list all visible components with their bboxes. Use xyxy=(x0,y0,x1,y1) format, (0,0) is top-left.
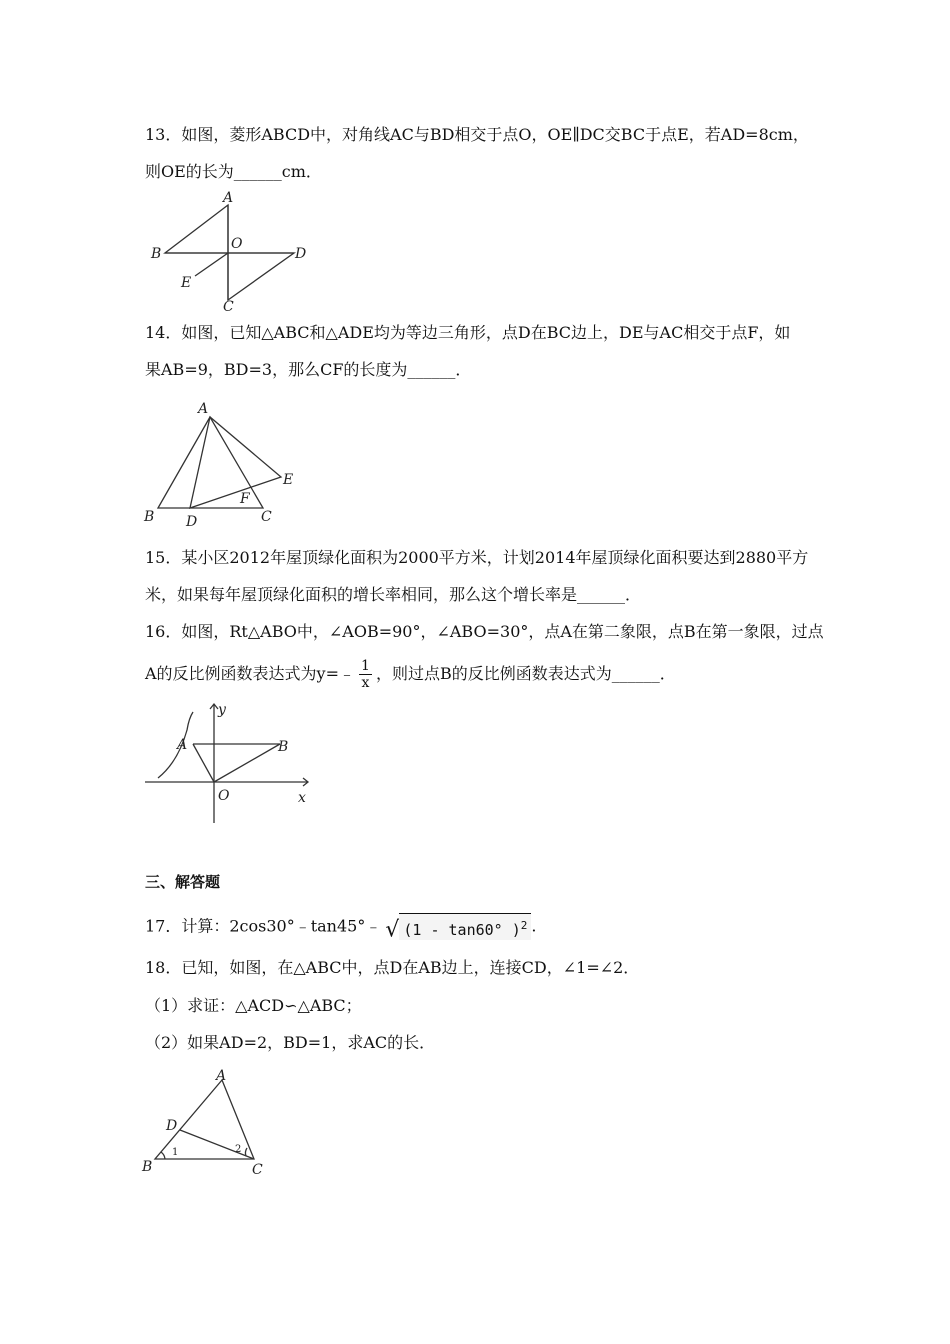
q18-label-b: B xyxy=(142,1159,153,1175)
q16-label-y: y xyxy=(218,702,226,718)
q16-line2-after: ，则过点B的反比例函数表达式为______． xyxy=(375,664,676,683)
q16-label-x: x xyxy=(298,790,306,806)
q16-fraction xyxy=(359,658,372,691)
fraction-denominator: x xyxy=(361,675,370,691)
q17-expression: 17．计算：2cos30°﹣tan45°﹣ xyxy=(145,916,382,936)
triangle-ade xyxy=(190,417,281,508)
q16-line2-before: A的反比例函数表达式为y=﹣ xyxy=(145,664,356,683)
segment-cd xyxy=(180,1130,254,1159)
q13-label-e: E xyxy=(181,275,192,291)
q16-line1: 16．如图，Rt△ABO中，∠AOB=90°，∠ABO=30°，点A在第二象限，点B在第一象限，过点 xyxy=(145,622,824,641)
q18-line2: （1）求证：△ACD∽△ABC； xyxy=(145,996,362,1015)
q17-end: . xyxy=(531,916,537,936)
segment-ao xyxy=(193,744,214,782)
q13-label-d: D xyxy=(295,246,307,262)
q13-label-a: A xyxy=(223,190,234,206)
q18-label-a: A xyxy=(216,1068,227,1084)
angle-1-arc xyxy=(161,1152,165,1159)
q18-triangle-figure xyxy=(138,1068,273,1180)
section-title: 三、解答题 xyxy=(145,873,221,891)
q13-line2: 则OE的长为______cm． xyxy=(145,162,322,181)
q16-label-a: A xyxy=(177,737,188,753)
q16-coordinate-figure xyxy=(140,700,320,825)
angle-2-arc xyxy=(245,1148,247,1156)
q14-line1: 14．如图，已知△ABC和△ADE均为等边三角形，点D在BC边上，DE与AC相交于点F，如 xyxy=(145,323,791,342)
q15-line2: 米，如果每年屋顶绿化面积的增长率相同，那么这个增长率是______． xyxy=(145,585,642,604)
sqrt-sign-icon: √ xyxy=(385,917,400,943)
q18-label-d: D xyxy=(166,1118,178,1134)
q18-line3: （2）如果AD=2，BD=1，求AC的长． xyxy=(145,1033,436,1052)
q16-line2 xyxy=(145,658,676,691)
segment-bo xyxy=(214,744,280,782)
q14-line2: 果AB=9，BD=3，那么CF的长度为______． xyxy=(145,360,472,379)
hyperbola-branch xyxy=(158,712,193,778)
q16-label-b: B xyxy=(278,739,289,755)
q18-label-angle1: 1 xyxy=(172,1147,179,1158)
q18-label-c: C xyxy=(252,1162,263,1178)
q14-triangles-figure xyxy=(140,395,305,530)
sqrt-radicand xyxy=(399,913,531,940)
q14-label-d: D xyxy=(186,514,198,530)
q16-label-o: O xyxy=(218,788,230,804)
q15-line1: 15．某小区2012年屋顶绿化面积为2000平方米，计划2014年屋顶绿化面积要达到2880平方 xyxy=(145,548,809,567)
sqrt-exponent: 2 xyxy=(520,919,528,932)
q18-line1: 18．已知，如图，在△ABC中，点D在AB边上，连接CD，∠1=∠2． xyxy=(145,958,640,977)
q13-label-o: O xyxy=(231,236,243,252)
q14-label-b: B xyxy=(144,509,155,525)
q13-line1: 13．如图，菱形ABCD中，对角线AC与BD相交于点O，OE∥DC交BC于点E，若AD=8cm， xyxy=(145,125,809,144)
q18-label-angle2: 2 xyxy=(235,1144,242,1155)
q17-sqrt xyxy=(385,913,531,941)
q13-label-c: C xyxy=(223,299,234,313)
sqrt-content: (1 - tan60° ) xyxy=(403,921,521,939)
q17-line xyxy=(145,913,537,941)
q13-rhombus-figure xyxy=(145,188,315,313)
q14-label-f: F xyxy=(240,491,250,507)
fraction-numerator: 1 xyxy=(361,658,370,674)
q14-label-e: E xyxy=(283,472,294,488)
q13-label-b: B xyxy=(151,246,162,262)
q14-label-a: A xyxy=(198,401,209,417)
q14-label-c: C xyxy=(261,509,272,525)
segment-oe xyxy=(195,253,228,276)
